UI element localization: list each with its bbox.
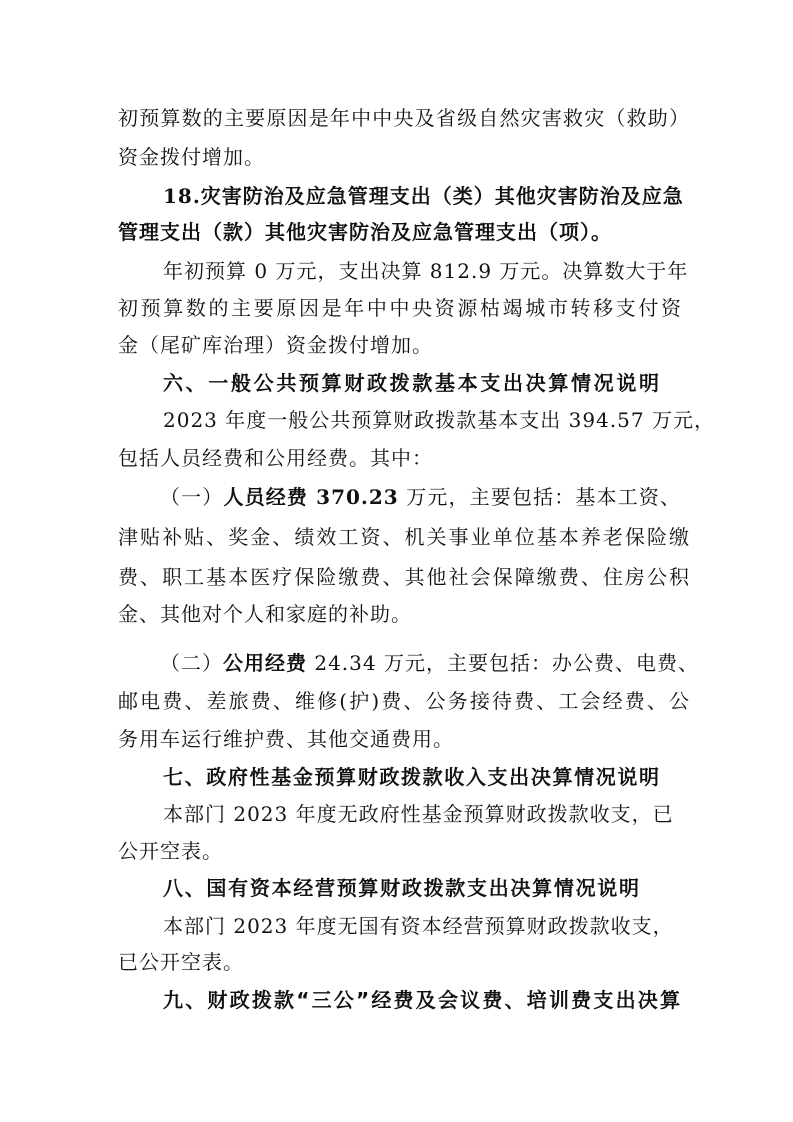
section8-text-line-1: 本部门 2023 年度无国有资本经营预算财政拨款收支， — [163, 914, 674, 938]
item18-heading-line-2: 管理支出（款）其他灾害防治及应急管理支出（项）。 — [118, 220, 612, 244]
section6-intro-line-2: 包括人员经费和公用经费。其中： — [118, 446, 433, 470]
item18-text-line-1: 年初预算 0 万元，支出决算 812.9 万元。决算数大于年 — [163, 259, 689, 283]
personnel-label-amount: 人员经费 370.23 — [223, 485, 399, 509]
section8-heading: 八、国有资本经营预算财政拨款支出决算情况说明 — [163, 876, 640, 900]
section7-text-line-2: 公开空表。 — [118, 839, 223, 863]
public-expense-line-2: 邮电费、差旅费、维修(护)费、公务接待费、工会经费、公 — [118, 689, 690, 713]
personnel-expense-line-2: 津贴补贴、奖金、绩效工资、机关事业单位基本养老保险缴 — [118, 525, 690, 549]
personnel-expense-line-3: 费、职工基本医疗保险缴费、其他社会保障缴费、住房公积 — [118, 565, 690, 589]
section7-heading: 七、政府性基金预算财政拨款收入支出决算情况说明 — [163, 765, 660, 789]
item18-text-line-2: 初预算数的主要原因是年中中央资源枯竭城市转移支付资 — [118, 296, 682, 320]
public-label: 公用经费 — [223, 651, 307, 675]
section9-heading: 九、财政拨款“三公”经费及会议费、培训费支出决算 — [163, 988, 681, 1012]
public-expense-line-1 — [160, 651, 699, 675]
public-marker: （二） — [160, 651, 223, 675]
section7-text-line-1: 本部门 2023 年度无政府性基金预算财政拨款收支，已 — [163, 802, 674, 826]
section8-text-line-2: 已公开空表。 — [118, 950, 244, 974]
personnel-line1-rest: 万元，主要包括：基本工资、 — [398, 485, 681, 509]
item18-heading-line-1: 18.灾害防治及应急管理支出（类）其他灾害防治及应急 — [163, 184, 684, 208]
public-expense-line-3: 务用车运行维护费、其他交通费用。 — [118, 727, 454, 751]
personnel-marker: （一） — [160, 485, 224, 509]
item17-text-line-1: 初预算数的主要原因是年中中央及省级自然灾害救灾（救助） — [118, 106, 690, 130]
personnel-expense-line-1 — [160, 485, 681, 509]
public-line1-rest: 24.34 万元，主要包括：办公费、电费、 — [307, 651, 699, 675]
personnel-expense-line-4: 金、其他对个人和家庭的补助。 — [118, 602, 412, 626]
item17-text-line-2: 资金拨付增加。 — [118, 145, 265, 169]
item18-text-line-3: 金（尾矿库治理）资金拨付增加。 — [118, 333, 433, 357]
section6-heading: 六、一般公共预算财政拨款基本支出决算情况说明 — [163, 371, 660, 395]
section6-intro-line-1: 2023 年度一般公共预算财政拨款基本支出 394.57 万元， — [163, 408, 715, 432]
